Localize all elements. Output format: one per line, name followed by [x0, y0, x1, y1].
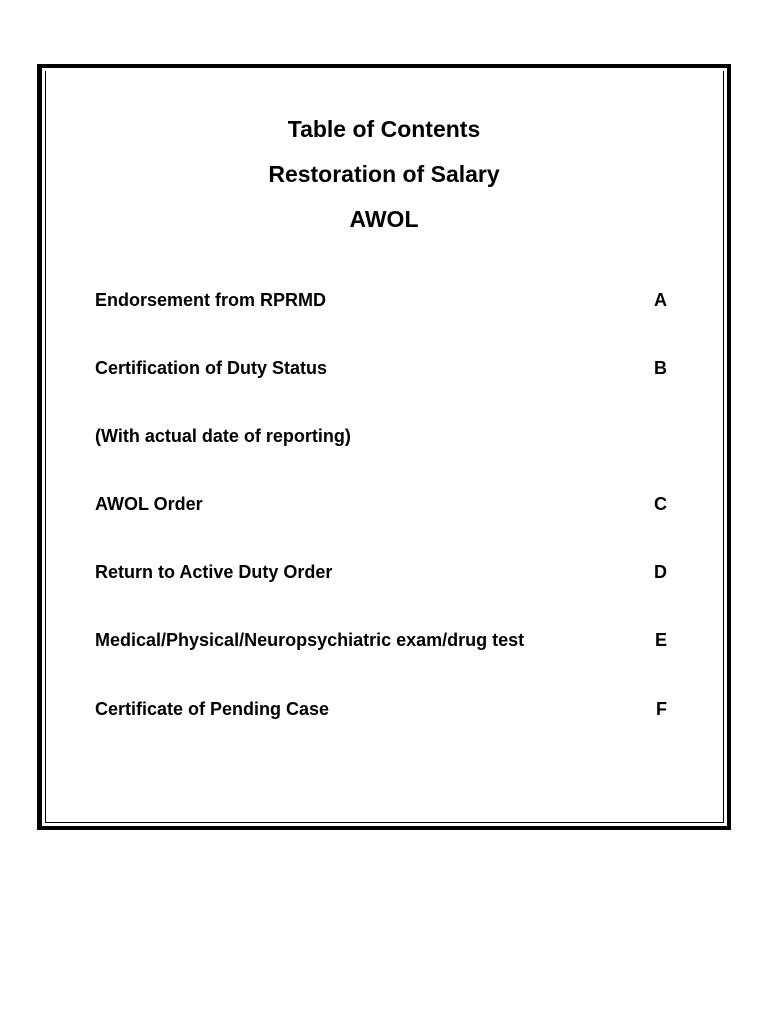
toc-entry: [95, 628, 667, 652]
document-title: Table of Contents: [287, 116, 481, 142]
toc-entry: [95, 560, 667, 584]
toc-entry-label: Medical/Physical/Neuropsychiatric exam/drug test: [95, 630, 525, 650]
document-subtitle: Restoration of Salary: [268, 161, 500, 187]
toc-entry: [95, 697, 667, 721]
toc-entry-letter: E: [654, 630, 667, 650]
toc-entry: [95, 288, 667, 312]
toc-entry: [95, 356, 667, 380]
toc-entry-letter: F: [656, 699, 667, 719]
toc-entry-label: Endorsement from RPRMD: [95, 290, 327, 310]
document-subject: AWOL: [349, 206, 419, 232]
toc-entry-letter: B: [654, 358, 667, 378]
toc-entry-letter: D: [654, 562, 667, 582]
toc-entry-label: Certification of Duty Status: [95, 358, 328, 378]
toc-entry-note: [95, 424, 667, 448]
toc-entry: [95, 492, 667, 516]
toc-entry-label: Certificate of Pending Case: [95, 699, 330, 719]
toc-entry-letter: C: [654, 494, 667, 514]
toc-entry-label: Return to Active Duty Order: [95, 562, 333, 582]
toc-entry-label: (With actual date of reporting): [95, 426, 351, 446]
toc-entry-label: AWOL Order: [95, 494, 203, 514]
toc-entry-letter: A: [654, 290, 667, 310]
